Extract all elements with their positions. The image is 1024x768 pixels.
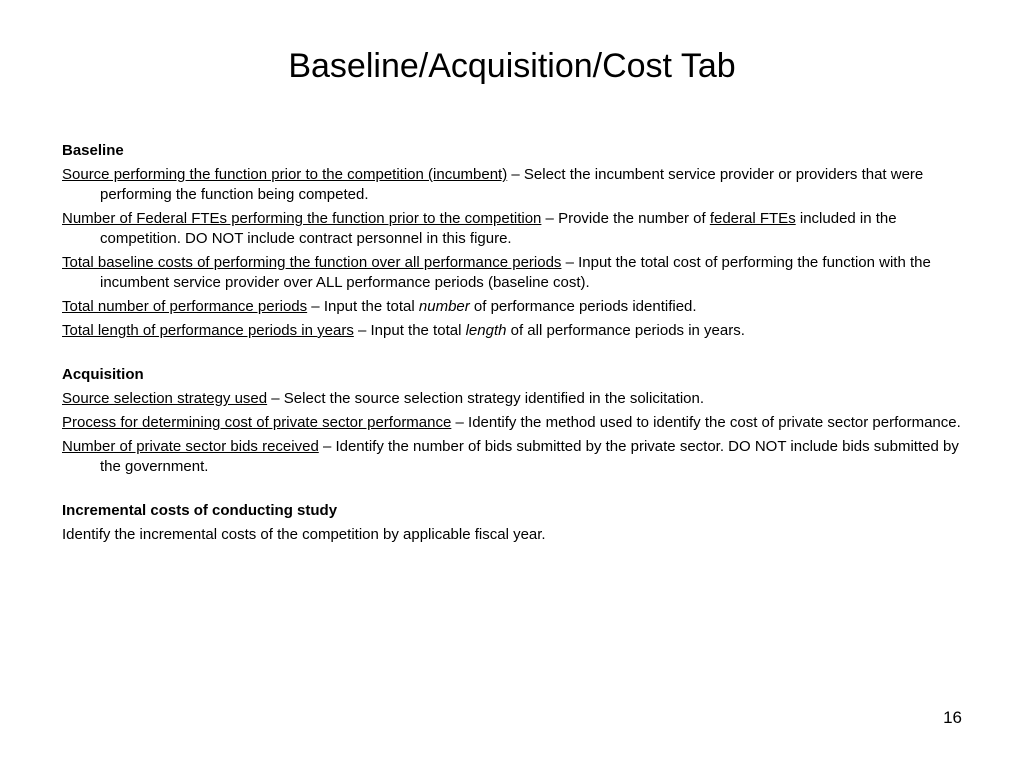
- baseline-item-federal-ftes: [62, 209, 962, 249]
- term-incumbent: Source performing the function prior to the competition (incumbent): [62, 166, 508, 183]
- incremental-heading: Incremental costs of conducting study: [62, 502, 338, 519]
- desc-length-periods-a: – Input the total: [353, 322, 466, 339]
- desc-bids: – Identify the number of bids submitted by the private sector. DO NOT include bids submitted by the government.: [100, 438, 959, 475]
- baseline-item-total-costs: [62, 253, 962, 293]
- incremental-text: Identify the incremental costs of the competition by applicable fiscal year.: [62, 526, 546, 543]
- baseline-item-length-periods: [62, 321, 962, 341]
- incremental-section: [62, 501, 962, 545]
- page-number: 16: [943, 708, 962, 727]
- term-strategy: Source selection strategy used: [62, 390, 268, 407]
- baseline-item-number-periods: [62, 297, 962, 317]
- em-length: length: [465, 322, 507, 339]
- desc-number-periods-a: – Input the total: [307, 298, 419, 315]
- term-private-cost: Process for determining cost of private sector performance: [62, 414, 452, 431]
- term-length-periods: Total length of performance periods in years: [62, 322, 354, 339]
- desc-number-periods-b: of performance periods identified.: [469, 298, 697, 315]
- term-bids: Number of private sector bids received: [62, 438, 319, 455]
- acquisition-heading: Acquisition: [62, 366, 144, 383]
- acquisition-section: [62, 365, 962, 477]
- federal-ftes-link[interactable]: federal FTEs: [709, 210, 796, 227]
- baseline-item-incumbent: [62, 165, 962, 205]
- slide-title: Baseline/Acquisition/Cost Tab: [288, 47, 736, 85]
- baseline-section: [62, 141, 962, 341]
- acquisition-item-private-cost: [62, 413, 962, 433]
- em-number: number: [418, 298, 470, 315]
- desc-federal-ftes-b: included in the competition. DO NOT include contract personnel in this figure.: [100, 210, 897, 247]
- desc-strategy: – Select the source selection strategy identified in the solicitation.: [267, 390, 705, 407]
- term-federal-ftes: Number of Federal FTEs performing the function prior to the competition: [62, 210, 542, 227]
- baseline-heading: Baseline: [62, 142, 124, 159]
- acquisition-item-bids: [62, 437, 962, 477]
- desc-private-cost: – Identify the method used to identify the cost of private sector performance.: [451, 414, 961, 431]
- desc-federal-ftes-a: – Provide the number of: [541, 210, 710, 227]
- term-total-costs: Total baseline costs of performing the function over all performance periods: [62, 254, 562, 271]
- desc-length-periods-b: of all performance periods in years.: [506, 322, 745, 339]
- acquisition-item-strategy: [62, 389, 962, 409]
- term-number-periods: Total number of performance periods: [62, 298, 308, 315]
- desc-incumbent: – Select the incumbent service provider or providers that were performing the function being competed.: [100, 166, 924, 203]
- desc-total-costs: – Input the total cost of performing the function with the incumbent service provider over ALL performance periods (baseline cost).: [100, 254, 931, 291]
- slide-content: [62, 141, 962, 569]
